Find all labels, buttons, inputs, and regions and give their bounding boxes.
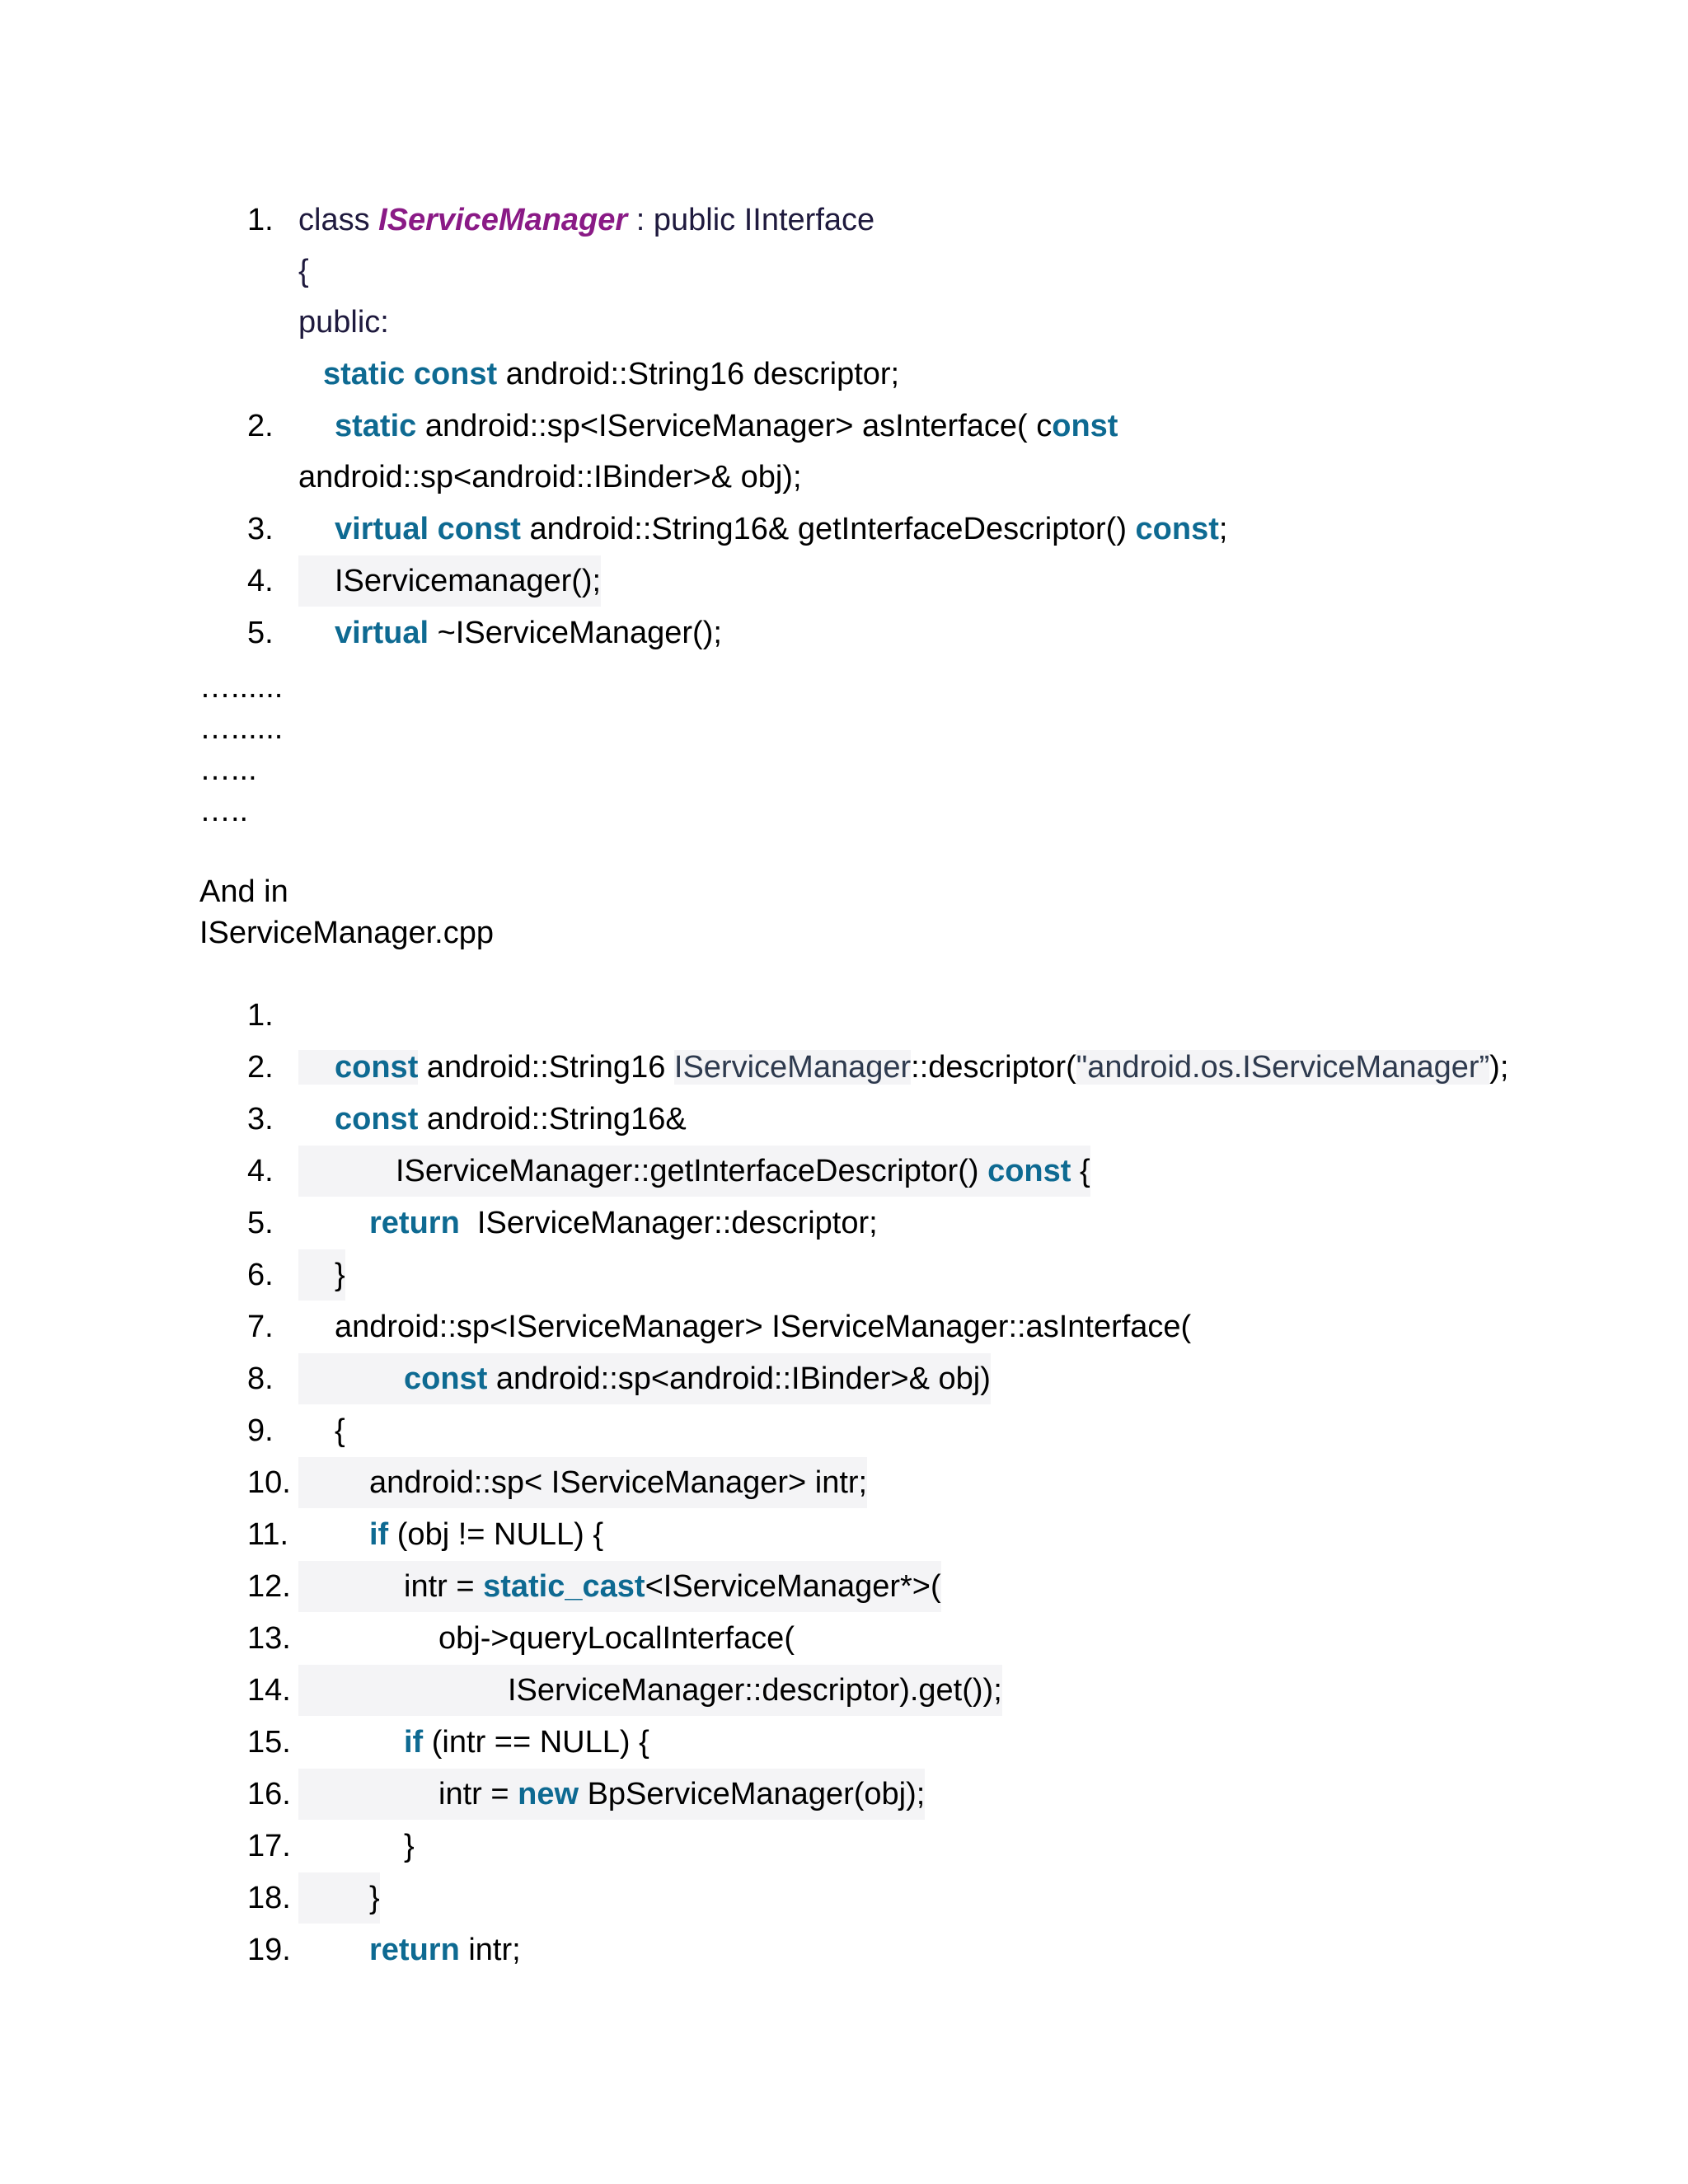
- code-line: const android::String16&: [335, 1102, 687, 1137]
- line-number: 7.: [247, 1310, 274, 1344]
- code-line: if (obj != NULL) {: [369, 1517, 604, 1552]
- line-number: 18.: [247, 1881, 291, 1915]
- line-number: 5.: [247, 1206, 274, 1240]
- ellipsis-line: …......: [199, 711, 284, 746]
- line-number: 1.: [247, 998, 274, 1033]
- code-line: obj->queryLocalInterface(: [438, 1621, 795, 1656]
- code-line: const android::sp<android::IBinder>& obj): [298, 1353, 991, 1404]
- code-line: virtual const android::String16& getInterfaceDescriptor() const;: [335, 512, 1228, 546]
- line-number: 4.: [247, 564, 274, 598]
- line-number: 19.: [247, 1933, 291, 1967]
- code-line: return IServiceManager::descriptor;: [369, 1206, 878, 1240]
- code-line: android::sp<android::IBinder>& obj);: [298, 460, 802, 494]
- code-line: const android::String16 IServiceManager::descriptor("android.os.IServiceManager”);: [298, 1042, 1508, 1093]
- code-line: class IServiceManager : public IInterface: [298, 203, 875, 237]
- line-number: 8.: [247, 1361, 274, 1396]
- line-number: 1.: [247, 203, 274, 237]
- code-line: IServicemanager();: [298, 555, 601, 607]
- ellipsis-line: …..: [199, 794, 249, 828]
- line-number: 11.: [247, 1517, 289, 1552]
- line-number: 17.: [247, 1829, 291, 1863]
- line-number: 4.: [247, 1154, 274, 1188]
- intro-text: And in: [199, 874, 288, 909]
- code-line: public:: [298, 305, 389, 340]
- code-line: IServiceManager::descriptor).get());: [298, 1665, 1002, 1716]
- line-number: 10.: [247, 1465, 291, 1500]
- code-line: static android::sp<IServiceManager> asInterface( const: [335, 409, 1118, 443]
- line-number: 3.: [247, 512, 274, 546]
- code-line: intr = new BpServiceManager(obj);: [298, 1769, 925, 1820]
- ellipsis-line: …...: [199, 752, 257, 787]
- code-line: }: [298, 1249, 345, 1301]
- code-line: }: [404, 1829, 415, 1863]
- line-number: 12.: [247, 1569, 291, 1604]
- line-number: 3.: [247, 1102, 274, 1137]
- line-number: 6.: [247, 1258, 274, 1292]
- line-number: 9.: [247, 1413, 274, 1448]
- line-number: 16.: [247, 1777, 291, 1811]
- code-line: return intr;: [369, 1933, 521, 1967]
- ellipsis-line: …......: [199, 670, 284, 705]
- code-line: {: [298, 254, 309, 288]
- code-line: if (intr == NULL) {: [404, 1725, 649, 1760]
- line-number: 2.: [247, 409, 274, 443]
- line-number: 14.: [247, 1673, 291, 1708]
- code-line: }: [298, 1872, 380, 1924]
- code-line: android::sp< IServiceManager> intr;: [298, 1457, 867, 1508]
- line-number: 2.: [247, 1050, 274, 1085]
- code-line: {: [335, 1413, 345, 1448]
- code-line: virtual ~IServiceManager();: [335, 616, 722, 650]
- class-name: IServiceManager: [378, 203, 628, 237]
- code-line: IServiceManager::getInterfaceDescriptor() const {: [298, 1146, 1090, 1197]
- line-number: 15.: [247, 1725, 291, 1760]
- line-number: 5.: [247, 616, 274, 650]
- code-line: android::sp<IServiceManager> IServiceManager::asInterface(: [335, 1310, 1192, 1344]
- code-line: intr = static_cast<IServiceManager*>(: [298, 1561, 941, 1612]
- line-number: 13.: [247, 1621, 291, 1656]
- file-name-text: IServiceManager.cpp: [199, 916, 494, 950]
- code-line: static const android::String16 descriptor;: [323, 357, 900, 391]
